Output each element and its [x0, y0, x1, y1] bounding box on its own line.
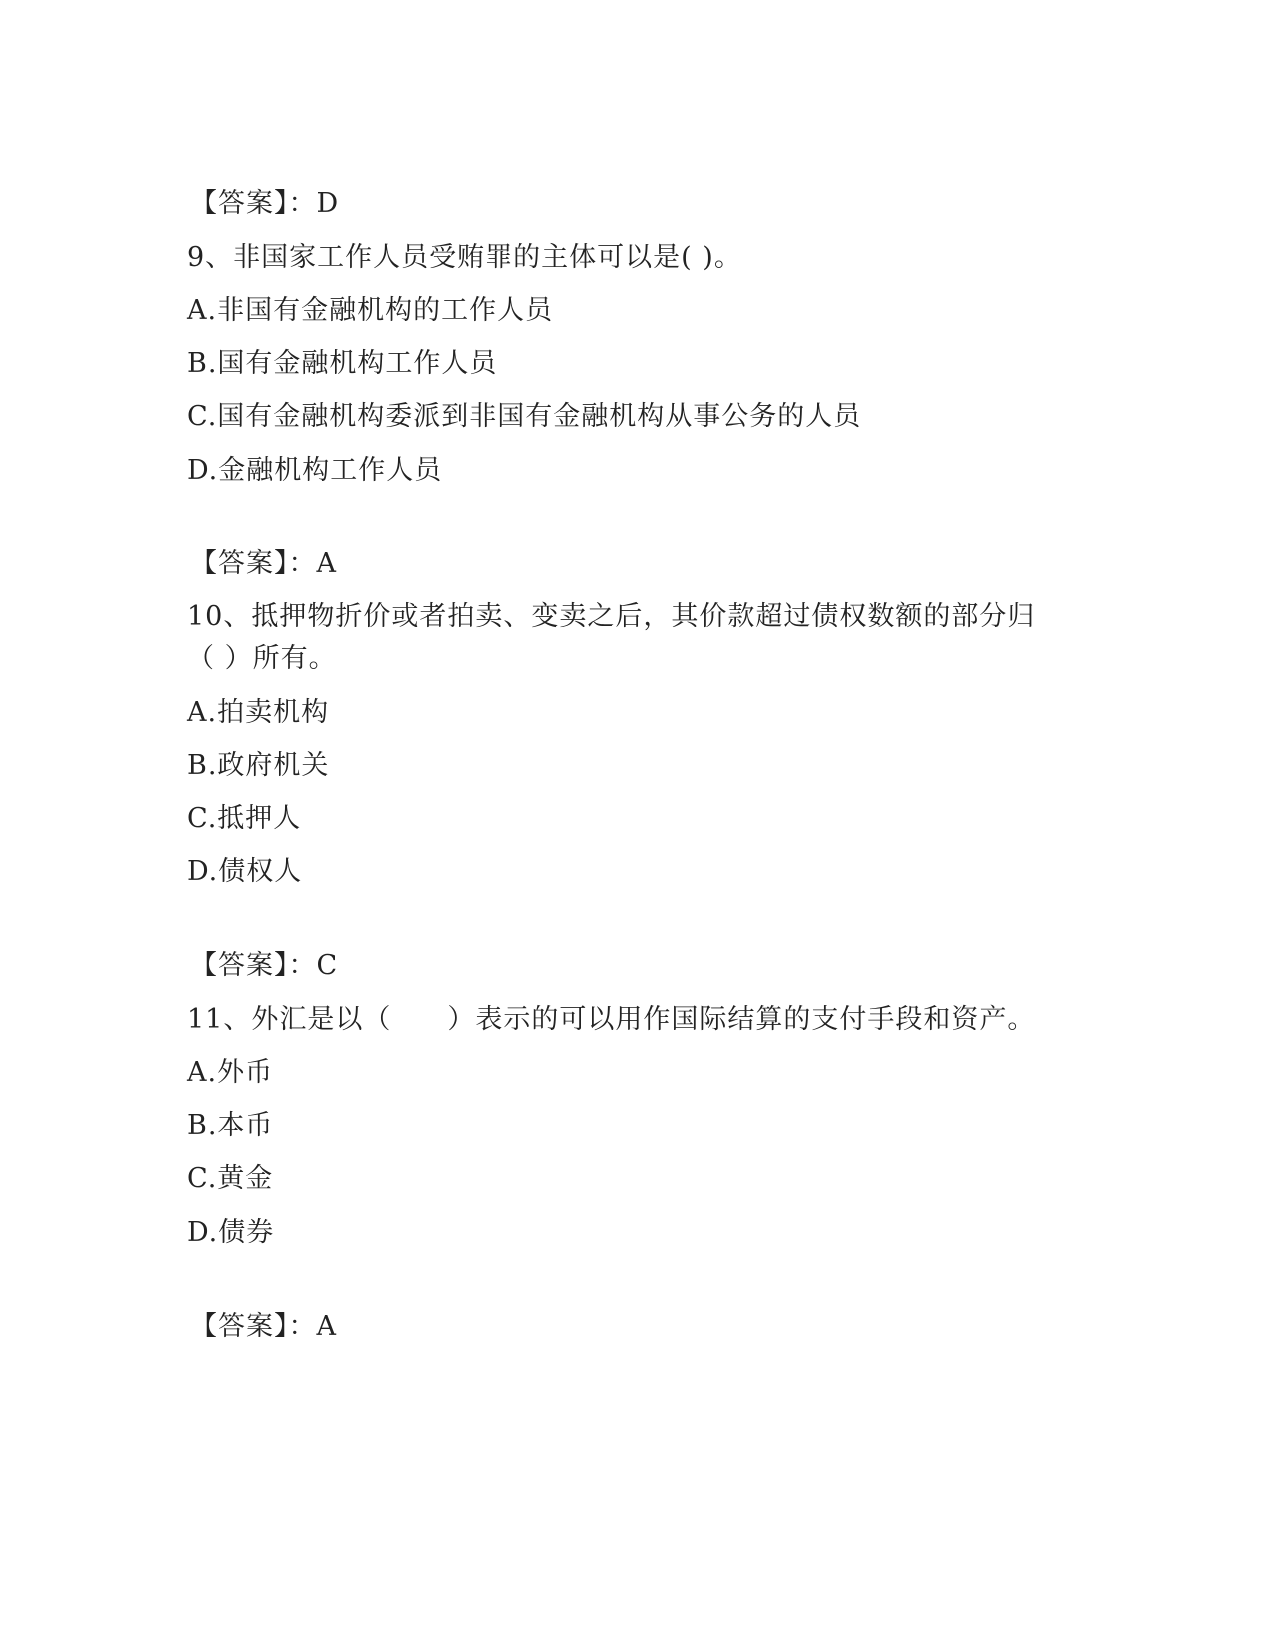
question-9-option-d: D.金融机构工作人员: [187, 455, 443, 486]
question-9-option-b: B.国有金融机构工作人员: [187, 348, 498, 379]
question-10-option-c: C.抵押人: [187, 803, 302, 834]
question-10-continuation: （ ）所有。: [187, 643, 337, 674]
question-9: 9、非国家工作人员受贿罪的主体可以是( )。: [187, 242, 742, 273]
question-10: 10、抵押物折价或者拍卖、变卖之后，其价款超过债权数额的部分归: [187, 601, 1036, 632]
question-11-answer: 【答案】：A: [190, 1311, 337, 1342]
question-11-option-d: D.债券: [187, 1217, 275, 1248]
question-9-option-c: C.国有金融机构委派到非国有金融机构从事公务的人员: [187, 401, 862, 432]
question-11: 11、外汇是以（ ）表示的可以用作国际结算的支付手段和资产。: [187, 1004, 1036, 1035]
question-11-option-c: C.黄金: [187, 1163, 274, 1194]
question-10-option-d: D.债权人: [187, 856, 303, 887]
answer-previous: 【答案】：D: [190, 188, 340, 219]
question-10-answer: 【答案】：C: [190, 950, 339, 981]
question-9-answer: 【答案】：A: [190, 548, 337, 579]
question-10-option-b: B.政府机关: [187, 750, 330, 781]
question-11-option-a: A.外币: [187, 1057, 274, 1088]
question-9-option-a: A.非国有金融机构的工作人员: [187, 295, 554, 326]
question-11-option-b: B.本币: [187, 1110, 274, 1141]
question-10-option-a: A.拍卖机构: [187, 697, 330, 728]
